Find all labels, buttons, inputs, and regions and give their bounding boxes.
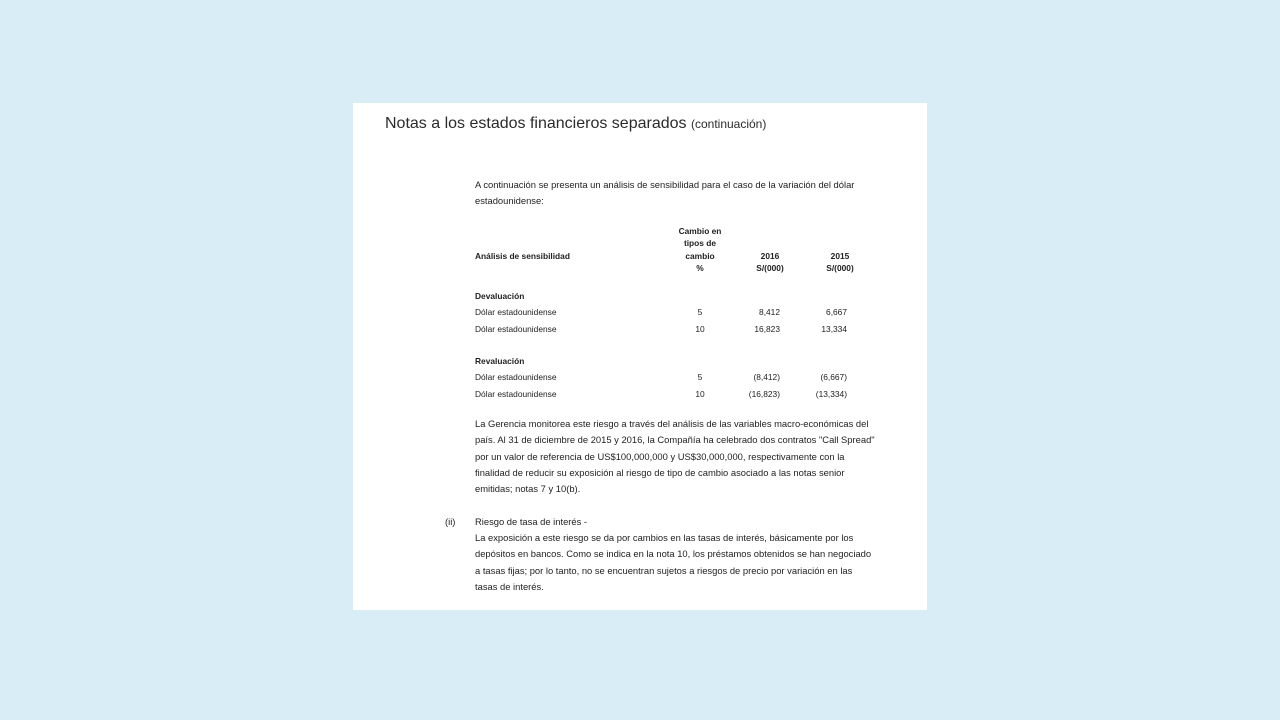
item-title: Riesgo de tasa de interés -: [475, 516, 588, 527]
header-2015-line: S/(000): [826, 263, 854, 274]
table-cell-v2016: 16,823: [754, 323, 780, 334]
header-rate-line: Cambio en: [678, 226, 722, 236]
section-devaluacin: Devaluación: [475, 291, 525, 301]
header-rate-line: tipos de: [683, 238, 717, 249]
header-rate-line: cambio: [685, 250, 715, 261]
page-title-suffix: (continuación): [690, 117, 767, 131]
table-cell-v2015: 13,334: [821, 323, 847, 334]
header-2015-line: 2015: [830, 251, 850, 261]
table-cell-label: Dólar estadounidense: [475, 323, 557, 334]
table-cell-v2015: 6,667: [826, 307, 847, 318]
header-2016: [745, 250, 795, 275]
section-revaluacin: Revaluación: [475, 356, 525, 366]
table-cell-v2016: 8,412: [759, 307, 780, 318]
table-cell-rate: 10: [695, 323, 705, 334]
table-cell-label: Dólar estadounidense: [475, 372, 557, 383]
header-rate: [671, 225, 729, 275]
header-2016-line: S/(000): [756, 263, 784, 274]
table-cell-v2016: (8,412): [753, 372, 780, 383]
header-label: Análisis de sensibilidad: [475, 251, 570, 261]
table-cell-rate: 10: [695, 388, 705, 399]
table-cell-label: Dólar estadounidense: [475, 307, 557, 318]
item-number: (ii): [445, 516, 456, 527]
document-page: [353, 103, 927, 610]
table-cell-rate: 5: [697, 307, 703, 318]
sensitivity-table: [475, 225, 867, 403]
management-paragraph: La Gerencia monitorea este riesgo a través del análisis de las variables macro-económicas del país. Al 31 de diciembre de 2015 y 2016, la Compañía ha celebrado dos contratos "Call Spread" por un valor de referencia de US$100,000,000 y US$30,000,000, respectivamente con la finalidad de reducir su exposición al riesgo de tipo de cambio asociado a las notas senior emitidas; notas 7 y 10(b).: [475, 418, 875, 495]
page-title: [385, 115, 766, 133]
header-2015: [815, 250, 865, 275]
table-cell-label: Dólar estadounidense: [475, 388, 557, 399]
header-2016-line: 2016: [760, 251, 780, 261]
header-rate-line: %: [696, 263, 704, 274]
table-cell-v2016: (16,823): [748, 388, 780, 399]
interest-rate-paragraph: La exposición a este riesgo se da por cambios en las tasas de interés, básicamente por los depósitos en bancos. Como se indica en la nota 10, los préstamos obtenidos se han negociado a tasas fijas; por lo tanto, no se encuentran sujetos a riesgos de precio por variación en las tasas de interés.: [475, 532, 872, 592]
table-cell-rate: 5: [697, 372, 703, 383]
table-cell-v2015: (6,667): [820, 372, 847, 383]
table-cell-v2015: (13,334): [815, 388, 847, 399]
intro-paragraph: A continuación se presenta un análisis de sensibilidad para el caso de la variación del dólar estadounidense:: [475, 179, 855, 207]
page-title-main: Notas a los estados financieros separados: [385, 115, 687, 132]
